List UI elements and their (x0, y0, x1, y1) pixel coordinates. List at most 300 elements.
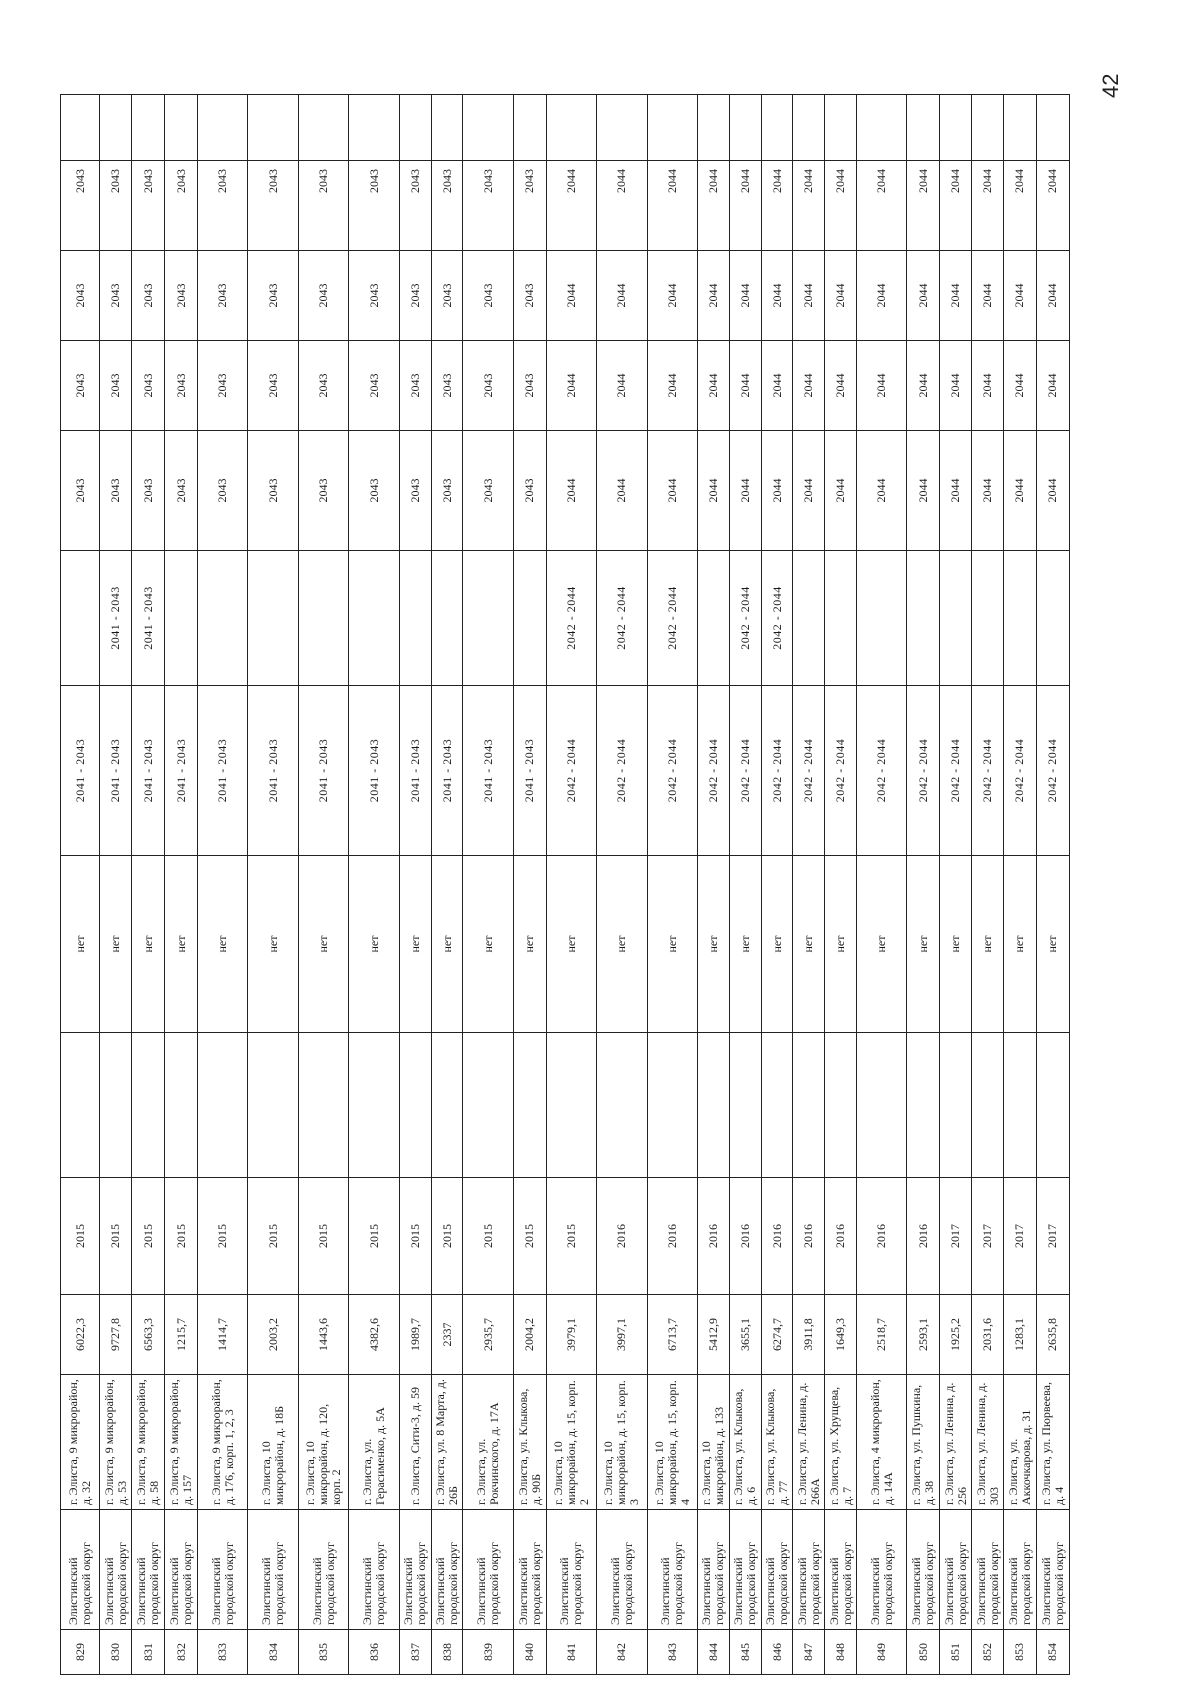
extra-cell (61, 95, 100, 161)
gas-supply-cell: нет (1036, 856, 1069, 1033)
row-number-cell: 846 (761, 1630, 793, 1675)
year-3-cell: 2043 (100, 251, 132, 341)
year-cell: 2015 (198, 1178, 248, 1295)
row-number-cell: 845 (729, 1630, 761, 1675)
year-1-cell: 2043 (399, 431, 431, 551)
works-period-secondary-cell (793, 551, 825, 686)
table-row (1036, 95, 1069, 1675)
municipality-cell: Элистинский городской округ (1003, 1510, 1036, 1630)
area-cell: 2031,6 (972, 1295, 1004, 1375)
table-row (100, 95, 132, 1675)
year-1-cell: 2044 (729, 431, 761, 551)
empty-cell (793, 1033, 825, 1178)
year-1-cell: 2044 (597, 431, 647, 551)
year-2-cell: 2043 (513, 341, 546, 431)
year-1-cell: 2044 (1003, 431, 1036, 551)
gas-supply-cell: нет (399, 856, 431, 1033)
year-4-cell: 2044 (698, 161, 730, 251)
table-row (298, 95, 348, 1675)
table-row (1003, 95, 1036, 1675)
gas-supply-cell: нет (597, 856, 647, 1033)
year-2-cell: 2043 (100, 341, 132, 431)
address-cell: г. Элиста, ул. Клыкова, д. 77 (761, 1375, 793, 1510)
year-1-cell: 2044 (857, 431, 907, 551)
year-4-cell: 2043 (399, 161, 431, 251)
year-2-cell: 2044 (793, 341, 825, 431)
year-cell: 2016 (761, 1178, 793, 1295)
year-1-cell: 2044 (793, 431, 825, 551)
empty-cell (349, 1033, 399, 1178)
year-cell: 2015 (546, 1178, 596, 1295)
table-row (399, 95, 431, 1675)
year-2-cell: 2043 (431, 341, 463, 431)
works-period-secondary-cell (1036, 551, 1069, 686)
gas-supply-cell: нет (61, 856, 100, 1033)
year-3-cell: 2044 (825, 251, 857, 341)
works-period-secondary-cell: 2042 - 2044 (729, 551, 761, 686)
empty-cell (248, 1033, 298, 1178)
works-period-cell: 2041 - 2043 (198, 686, 248, 856)
area-cell: 1414,7 (198, 1295, 248, 1375)
row-number-cell: 831 (132, 1630, 165, 1675)
extra-cell (546, 95, 596, 161)
row-number-cell: 834 (248, 1630, 298, 1675)
year-4-cell: 2044 (597, 161, 647, 251)
table-row (729, 95, 761, 1675)
empty-cell (857, 1033, 907, 1178)
year-1-cell: 2043 (513, 431, 546, 551)
municipality-cell: Элистинский городской округ (972, 1510, 1004, 1630)
municipality-cell: Элистинский городской округ (399, 1510, 431, 1630)
address-cell: г. Элиста, ул. Клыкова, д. 6 (729, 1375, 761, 1510)
year-cell: 2015 (399, 1178, 431, 1295)
extra-cell (825, 95, 857, 161)
year-cell: 2016 (857, 1178, 907, 1295)
address-cell: г. Элиста, ул. Ленина, д. 303 (972, 1375, 1004, 1510)
year-cell: 2017 (940, 1178, 972, 1295)
works-period-secondary-cell: 2042 - 2044 (546, 551, 596, 686)
page-number: 42 (1098, 73, 1123, 98)
empty-cell (198, 1033, 248, 1178)
year-4-cell: 2044 (1003, 161, 1036, 251)
works-period-cell: 2042 - 2044 (647, 686, 697, 856)
area-cell: 3979,1 (546, 1295, 596, 1375)
year-1-cell: 2044 (1036, 431, 1069, 551)
extra-cell (431, 95, 463, 161)
municipality-cell: Элистинский городской округ (1036, 1510, 1069, 1630)
year-1-cell: 2043 (198, 431, 248, 551)
year-3-cell: 2044 (793, 251, 825, 341)
works-period-secondary-cell: 2042 - 2044 (647, 551, 697, 686)
year-2-cell: 2043 (132, 341, 165, 431)
year-4-cell: 2043 (165, 161, 198, 251)
works-period-cell: 2041 - 2043 (349, 686, 399, 856)
year-3-cell: 2043 (399, 251, 431, 341)
address-cell: г. Элиста, 4 микрорайон, д. 14А (857, 1375, 907, 1510)
empty-cell (513, 1033, 546, 1178)
gas-supply-cell: нет (972, 856, 1004, 1033)
year-1-cell: 2044 (825, 431, 857, 551)
area-cell: 1443,6 (298, 1295, 348, 1375)
year-2-cell: 2043 (298, 341, 348, 431)
works-period-cell: 2042 - 2044 (546, 686, 596, 856)
works-period-cell: 2042 - 2044 (597, 686, 647, 856)
empty-cell (165, 1033, 198, 1178)
year-1-cell: 2044 (546, 431, 596, 551)
address-cell: г. Элиста, ул. Хрущева, д. 7 (825, 1375, 857, 1510)
works-period-secondary-cell: 2042 - 2044 (597, 551, 647, 686)
year-2-cell: 2043 (61, 341, 100, 431)
row-number-cell: 847 (793, 1630, 825, 1675)
year-2-cell: 2043 (349, 341, 399, 431)
year-cell: 2015 (100, 1178, 132, 1295)
works-period-cell: 2041 - 2043 (399, 686, 431, 856)
table-row (546, 95, 596, 1675)
municipality-cell: Элистинский городской округ (61, 1510, 100, 1630)
empty-cell (298, 1033, 348, 1178)
year-cell: 2016 (793, 1178, 825, 1295)
year-3-cell: 2044 (1036, 251, 1069, 341)
gas-supply-cell: нет (198, 856, 248, 1033)
table-row (597, 95, 647, 1675)
row-number-cell: 852 (972, 1630, 1004, 1675)
year-3-cell: 2044 (698, 251, 730, 341)
year-4-cell: 2043 (100, 161, 132, 251)
works-period-secondary-cell: 2042 - 2044 (761, 551, 793, 686)
gas-supply-cell: нет (132, 856, 165, 1033)
table-row (431, 95, 463, 1675)
table-row (61, 95, 100, 1675)
address-cell: г. Элиста, 9 микрорайон, д. 157 (165, 1375, 198, 1510)
address-cell: г. Элиста, 9 микрорайон, д. 32 (61, 1375, 100, 1510)
gas-supply-cell: нет (248, 856, 298, 1033)
table-row (647, 95, 697, 1675)
works-period-secondary-cell (698, 551, 730, 686)
address-cell: г. Элиста, 10 микрорайон, д. 133 (698, 1375, 730, 1510)
empty-cell (546, 1033, 596, 1178)
year-3-cell: 2044 (761, 251, 793, 341)
extra-cell (647, 95, 697, 161)
works-period-cell: 2041 - 2043 (61, 686, 100, 856)
works-period-secondary-cell (431, 551, 463, 686)
year-1-cell: 2043 (431, 431, 463, 551)
table-row (463, 95, 513, 1675)
year-4-cell: 2043 (132, 161, 165, 251)
year-3-cell: 2043 (431, 251, 463, 341)
municipality-cell: Элистинский городской округ (761, 1510, 793, 1630)
gas-supply-cell: нет (940, 856, 972, 1033)
table-row (248, 95, 298, 1675)
gas-supply-cell: нет (1003, 856, 1036, 1033)
year-3-cell: 2044 (1003, 251, 1036, 341)
works-period-cell: 2042 - 2044 (907, 686, 940, 856)
year-2-cell: 2044 (597, 341, 647, 431)
gas-supply-cell: нет (825, 856, 857, 1033)
year-cell: 2017 (1003, 1178, 1036, 1295)
year-cell: 2015 (349, 1178, 399, 1295)
year-1-cell: 2044 (698, 431, 730, 551)
municipality-cell: Элистинский городской округ (907, 1510, 940, 1630)
year-1-cell: 2043 (132, 431, 165, 551)
year-2-cell: 2044 (698, 341, 730, 431)
works-period-cell: 2041 - 2043 (513, 686, 546, 856)
works-period-cell: 2042 - 2044 (793, 686, 825, 856)
address-cell: г. Элиста, 10 микрорайон, д. 15, корп. 3 (597, 1375, 647, 1510)
gas-supply-cell: нет (907, 856, 940, 1033)
area-cell: 3655,1 (729, 1295, 761, 1375)
gas-supply-cell: нет (165, 856, 198, 1033)
address-cell: г. Элиста, ул. Рокчинского, д. 17А (463, 1375, 513, 1510)
empty-cell (1036, 1033, 1069, 1178)
year-2-cell: 2044 (546, 341, 596, 431)
year-3-cell: 2044 (729, 251, 761, 341)
municipality-cell: Элистинский городской округ (857, 1510, 907, 1630)
municipality-cell: Элистинский городской округ (597, 1510, 647, 1630)
gas-supply-cell: нет (431, 856, 463, 1033)
year-cell: 2017 (1036, 1178, 1069, 1295)
empty-cell (1003, 1033, 1036, 1178)
works-period-cell: 2041 - 2043 (431, 686, 463, 856)
municipality-cell: Элистинский городской округ (431, 1510, 463, 1630)
year-2-cell: 2043 (248, 341, 298, 431)
municipality-cell: Элистинский городской округ (940, 1510, 972, 1630)
year-1-cell: 2043 (349, 431, 399, 551)
year-2-cell: 2044 (761, 341, 793, 431)
row-number-cell: 832 (165, 1630, 198, 1675)
year-4-cell: 2044 (857, 161, 907, 251)
row-number-cell: 844 (698, 1630, 730, 1675)
year-3-cell: 2044 (597, 251, 647, 341)
address-cell: г. Элиста, Сити-3, д. 59 (399, 1375, 431, 1510)
empty-cell (463, 1033, 513, 1178)
municipality-cell: Элистинский городской округ (349, 1510, 399, 1630)
empty-cell (761, 1033, 793, 1178)
works-period-cell: 2042 - 2044 (1003, 686, 1036, 856)
empty-cell (907, 1033, 940, 1178)
gas-supply-cell: нет (349, 856, 399, 1033)
row-number-cell: 850 (907, 1630, 940, 1675)
row-number-cell: 849 (857, 1630, 907, 1675)
extra-cell (463, 95, 513, 161)
table-row (907, 95, 940, 1675)
area-cell: 6563,3 (132, 1295, 165, 1375)
year-2-cell: 2044 (647, 341, 697, 431)
gas-supply-cell: нет (463, 856, 513, 1033)
table-row (513, 95, 546, 1675)
year-3-cell: 2043 (349, 251, 399, 341)
gas-supply-cell: нет (546, 856, 596, 1033)
gas-supply-cell: нет (729, 856, 761, 1033)
year-cell: 2015 (248, 1178, 298, 1295)
year-2-cell: 2044 (972, 341, 1004, 431)
extra-cell (907, 95, 940, 161)
row-number-cell: 842 (597, 1630, 647, 1675)
year-4-cell: 2043 (198, 161, 248, 251)
year-cell: 2015 (61, 1178, 100, 1295)
year-2-cell: 2044 (1036, 341, 1069, 431)
municipality-cell: Элистинский городской округ (198, 1510, 248, 1630)
empty-cell (698, 1033, 730, 1178)
year-4-cell: 2044 (972, 161, 1004, 251)
year-cell: 2016 (729, 1178, 761, 1295)
year-2-cell: 2044 (1003, 341, 1036, 431)
year-cell: 2017 (972, 1178, 1004, 1295)
row-number-cell: 839 (463, 1630, 513, 1675)
area-cell: 2003,2 (248, 1295, 298, 1375)
gas-supply-cell: нет (857, 856, 907, 1033)
extra-cell (1003, 95, 1036, 161)
year-4-cell: 2043 (248, 161, 298, 251)
table-row (198, 95, 248, 1675)
year-1-cell: 2043 (61, 431, 100, 551)
extra-cell (132, 95, 165, 161)
works-period-secondary-cell (399, 551, 431, 686)
area-cell: 9727,8 (100, 1295, 132, 1375)
works-period-cell: 2042 - 2044 (825, 686, 857, 856)
table-row (940, 95, 972, 1675)
gas-supply-cell: нет (698, 856, 730, 1033)
area-cell: 6274,7 (761, 1295, 793, 1375)
table-row (825, 95, 857, 1675)
year-4-cell: 2043 (513, 161, 546, 251)
area-cell: 1649,3 (825, 1295, 857, 1375)
gas-supply-cell: нет (761, 856, 793, 1033)
empty-cell (940, 1033, 972, 1178)
year-1-cell: 2043 (298, 431, 348, 551)
works-period-cell: 2042 - 2044 (761, 686, 793, 856)
table-row (132, 95, 165, 1675)
year-4-cell: 2043 (61, 161, 100, 251)
area-cell: 2337 (431, 1295, 463, 1375)
housing-register-table (60, 94, 1070, 1675)
area-cell: 4382,6 (349, 1295, 399, 1375)
year-1-cell: 2044 (647, 431, 697, 551)
row-number-cell: 838 (431, 1630, 463, 1675)
year-1-cell: 2043 (248, 431, 298, 551)
works-period-cell: 2042 - 2044 (729, 686, 761, 856)
works-period-cell: 2041 - 2043 (165, 686, 198, 856)
municipality-cell: Элистинский городской округ (248, 1510, 298, 1630)
area-cell: 2935,7 (463, 1295, 513, 1375)
table-body (61, 95, 1070, 1675)
works-period-secondary-cell (513, 551, 546, 686)
area-cell: 2518,7 (857, 1295, 907, 1375)
table-row (698, 95, 730, 1675)
year-3-cell: 2044 (647, 251, 697, 341)
works-period-cell: 2042 - 2044 (698, 686, 730, 856)
address-cell: г. Элиста, ул. Аккочкарова, д. 31 (1003, 1375, 1036, 1510)
year-3-cell: 2044 (546, 251, 596, 341)
address-cell: г. Элиста, 9 микрорайон, д. 53 (100, 1375, 132, 1510)
address-cell: г. Элиста, 10 микрорайон, д. 15, корп. 2 (546, 1375, 596, 1510)
area-cell: 5412,9 (698, 1295, 730, 1375)
address-cell: г. Элиста, 10 микрорайон, д. 18Б (248, 1375, 298, 1510)
row-number-cell: 853 (1003, 1630, 1036, 1675)
works-period-secondary-cell (165, 551, 198, 686)
area-cell: 2635,8 (1036, 1295, 1069, 1375)
empty-cell (597, 1033, 647, 1178)
year-1-cell: 2043 (165, 431, 198, 551)
year-2-cell: 2044 (907, 341, 940, 431)
address-cell: г. Элиста, 9 микрорайон, д. 58 (132, 1375, 165, 1510)
row-number-cell: 854 (1036, 1630, 1069, 1675)
works-period-cell: 2042 - 2044 (1036, 686, 1069, 856)
works-period-secondary-cell (857, 551, 907, 686)
year-cell: 2016 (597, 1178, 647, 1295)
extra-cell (513, 95, 546, 161)
extra-cell (298, 95, 348, 161)
municipality-cell: Элистинский городской округ (729, 1510, 761, 1630)
year-1-cell: 2044 (940, 431, 972, 551)
area-cell: 3997,1 (597, 1295, 647, 1375)
year-4-cell: 2044 (546, 161, 596, 251)
row-number-cell: 837 (399, 1630, 431, 1675)
extra-cell (165, 95, 198, 161)
extra-cell (349, 95, 399, 161)
table-row (793, 95, 825, 1675)
area-cell: 3911,8 (793, 1295, 825, 1375)
extra-cell (399, 95, 431, 161)
extra-cell (198, 95, 248, 161)
empty-cell (431, 1033, 463, 1178)
municipality-cell: Элистинский городской округ (647, 1510, 697, 1630)
extra-cell (698, 95, 730, 161)
table-row (972, 95, 1004, 1675)
works-period-secondary-cell (349, 551, 399, 686)
table-row (761, 95, 793, 1675)
gas-supply-cell: нет (298, 856, 348, 1033)
works-period-secondary-cell (61, 551, 100, 686)
year-1-cell: 2044 (907, 431, 940, 551)
works-period-secondary-cell: 2041 - 2043 (100, 551, 132, 686)
address-cell: г. Элиста, ул. Ленина, д. 266А (793, 1375, 825, 1510)
year-cell: 2015 (463, 1178, 513, 1295)
year-2-cell: 2044 (825, 341, 857, 431)
empty-cell (132, 1033, 165, 1178)
table-row (349, 95, 399, 1675)
year-cell: 2015 (298, 1178, 348, 1295)
year-1-cell: 2044 (761, 431, 793, 551)
works-period-secondary-cell (198, 551, 248, 686)
works-period-secondary-cell (825, 551, 857, 686)
area-cell: 1283,1 (1003, 1295, 1036, 1375)
year-4-cell: 2043 (431, 161, 463, 251)
extra-cell (857, 95, 907, 161)
empty-cell (100, 1033, 132, 1178)
works-period-secondary-cell (940, 551, 972, 686)
works-period-cell: 2042 - 2044 (857, 686, 907, 856)
works-period-cell: 2041 - 2043 (248, 686, 298, 856)
extra-cell (248, 95, 298, 161)
year-cell: 2015 (132, 1178, 165, 1295)
municipality-cell: Элистинский городской округ (165, 1510, 198, 1630)
year-1-cell: 2043 (100, 431, 132, 551)
year-4-cell: 2044 (907, 161, 940, 251)
year-3-cell: 2043 (513, 251, 546, 341)
row-number-cell: 848 (825, 1630, 857, 1675)
area-cell: 6022,3 (61, 1295, 100, 1375)
year-4-cell: 2043 (298, 161, 348, 251)
empty-cell (399, 1033, 431, 1178)
extra-cell (100, 95, 132, 161)
area-cell: 1925,2 (940, 1295, 972, 1375)
works-period-secondary-cell: 2041 - 2043 (132, 551, 165, 686)
municipality-cell: Элистинский городской округ (298, 1510, 348, 1630)
area-cell: 6713,7 (647, 1295, 697, 1375)
extra-cell (1036, 95, 1069, 161)
empty-cell (972, 1033, 1004, 1178)
gas-supply-cell: нет (513, 856, 546, 1033)
